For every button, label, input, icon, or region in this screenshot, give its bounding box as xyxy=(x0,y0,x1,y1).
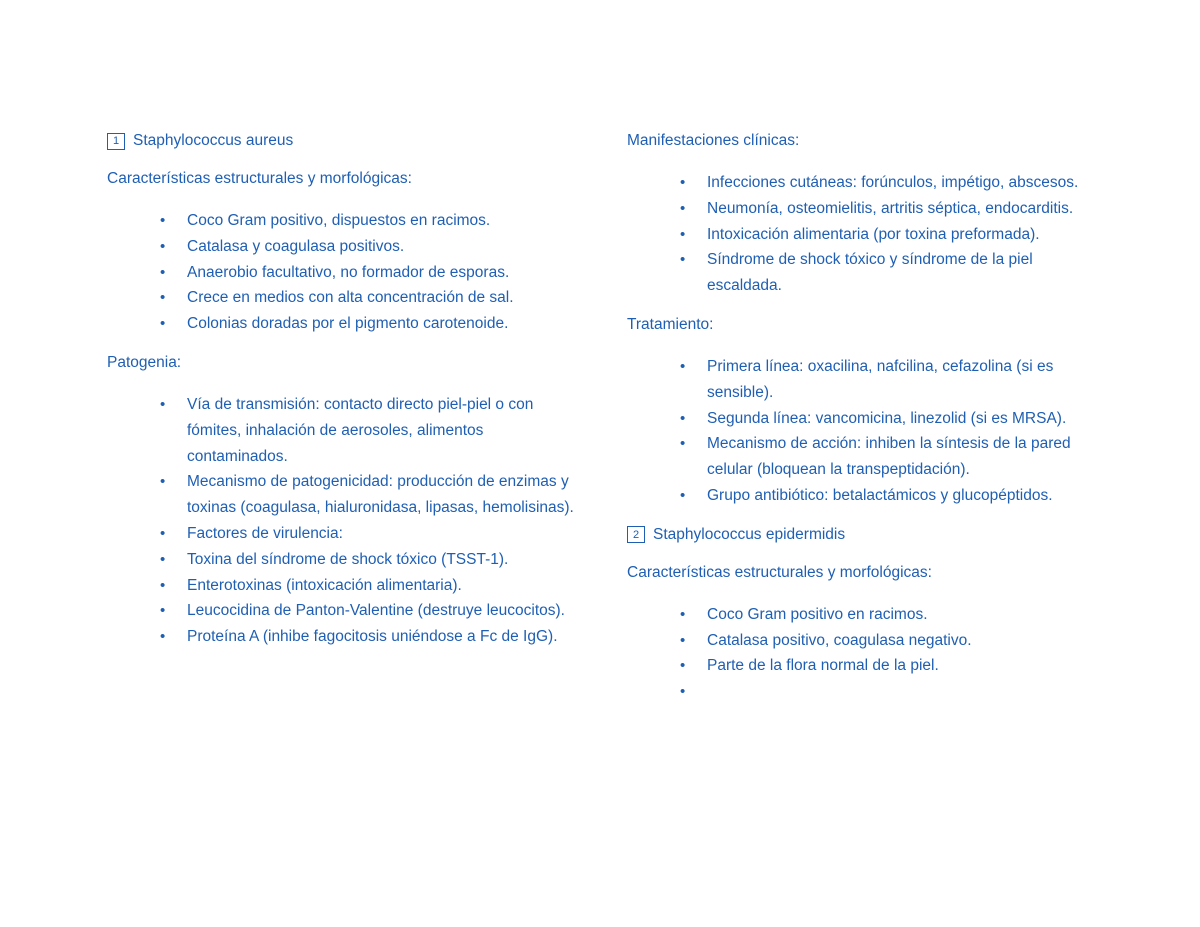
caracteristicas2-label: Características estructurales y morfológicas: xyxy=(627,563,932,581)
list-item: • Toxina del síndrome de shock tóxico (TSST-1). xyxy=(187,547,577,573)
list-item: • Vía de transmisión: contacto directo piel-piel o con fómites, inhalación de aerosoles, alimentos contaminados. xyxy=(187,392,577,469)
right-column xyxy=(627,130,1097,720)
list-item: • Catalasa y coagulasa positivos. xyxy=(187,234,577,260)
tratamiento-label: Tratamiento: xyxy=(627,315,714,333)
section-heading-aureus xyxy=(107,130,577,152)
list-item: • Neumonía, osteomielitis, artritis séptica, endocarditis. xyxy=(707,196,1097,222)
list-item: • Catalasa positivo, coagulasa negativo. xyxy=(707,628,1097,654)
manifestaciones-list xyxy=(627,170,1097,299)
left-column xyxy=(107,130,577,665)
list-item-empty xyxy=(707,679,1097,705)
number-box: 2 xyxy=(627,526,645,543)
list-item: • Colonias doradas por el pigmento carotenoide. xyxy=(187,311,577,337)
list-item: • Parte de la flora normal de la piel. xyxy=(707,653,1097,679)
list-item: • Coco Gram positivo, dispuestos en racimos. xyxy=(187,208,577,234)
list-item: • Anaerobio facultativo, no formador de esporas. xyxy=(187,260,577,286)
list-item: • Intoxicación alimentaria (por toxina preformada). xyxy=(707,222,1097,248)
list-item: • Crece en medios con alta concentración de sal. xyxy=(187,285,577,311)
list-item: • Leucocidina de Panton-Valentine (destruye leucocitos). xyxy=(187,598,577,624)
patogenia-label: Patogenia: xyxy=(107,353,182,371)
list-item: • Proteína A (inhibe fagocitosis uniéndose a Fc de IgG). xyxy=(187,624,577,650)
list-item: • Enterotoxinas (intoxicación alimentaria). xyxy=(187,573,577,599)
list-item: • Síndrome de shock tóxico y síndrome de la piel escaldada. xyxy=(707,247,1097,299)
heading-title: Staphylococcus epidermidis xyxy=(653,525,846,543)
caracteristicas2-list xyxy=(627,602,1097,705)
list-item: • Infecciones cutáneas: forúnculos, impétigo, abscesos. xyxy=(707,170,1097,196)
tratamiento-list xyxy=(627,354,1097,509)
caracteristicas-label: Características estructurales y morfológicas: xyxy=(107,170,412,187)
list-item: • Segunda línea: vancomicina, linezolid (si es MRSA). xyxy=(707,406,1097,432)
list-item: • Mecanismo de acción: inhiben la síntesis de la pared celular (bloquean la transpeptidación). xyxy=(707,431,1097,483)
manifestaciones-label: Manifestaciones clínicas: xyxy=(627,132,800,149)
list-item: • Primera línea: oxacilina, nafcilina, cefazolina (si es sensible). xyxy=(707,354,1097,406)
patogenia-list xyxy=(107,392,577,650)
heading-title: Staphylococcus aureus xyxy=(133,132,294,149)
list-item: • Grupo antibiótico: betalactámicos y glucopéptidos. xyxy=(707,483,1097,509)
number-box: 1 xyxy=(107,133,125,150)
list-item: • Factores de virulencia: xyxy=(187,521,577,547)
list-item: • Mecanismo de patogenicidad: producción de enzimas y toxinas (coagulasa, hialuronidasa, lipasas, hemolisinas). xyxy=(187,469,577,521)
list-item: • Coco Gram positivo en racimos. xyxy=(707,602,1097,628)
section-heading-epidermidis xyxy=(627,524,1097,546)
caracteristicas-list xyxy=(107,208,577,337)
